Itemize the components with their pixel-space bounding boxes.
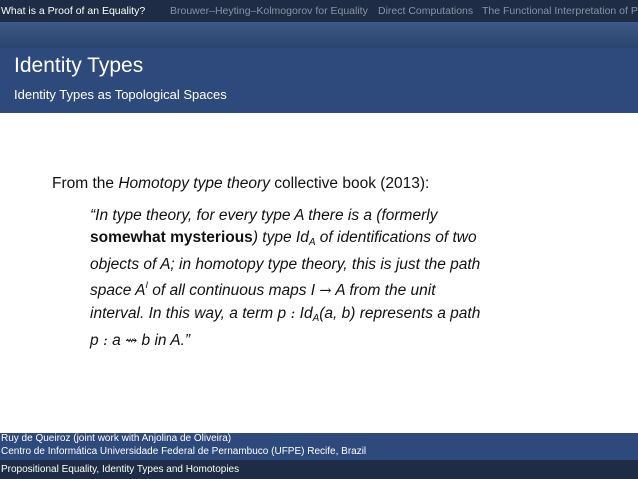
nav-item-proof-of-equality[interactable]: What is a Proof of an Equality?	[1, 5, 146, 17]
nav-item-bhk-equality[interactable]: Brouwer–Heyting–Kolmogorov for Equality	[170, 5, 368, 17]
book-title: Homotopy type theory	[118, 175, 270, 192]
squiggle-arrow-symbol: ⇝	[125, 332, 138, 349]
quote-line-5: interval. In this way, a term p : $Id_A(a$, b) represents a path	[90, 305, 481, 325]
footer-bar	[0, 460, 638, 479]
nav-item-direct-computations[interactable]: Direct Computations	[378, 5, 474, 17]
intro-suffix: collective book (2013):	[269, 175, 430, 192]
institution-line: Centro de Informática Universidade Federal de Pernambuco (UFPE) Recife, Brazil	[1, 446, 367, 457]
header-band	[0, 22, 638, 48]
intro-prefix: From the	[52, 175, 119, 192]
slide-content	[0, 113, 638, 433]
quote-emphasis: somewhat mysterious	[90, 228, 253, 246]
right-arrow-symbol: →	[319, 283, 332, 300]
author-bar	[0, 433, 638, 460]
quote-line-2: somewhat mysterious) type $Id_A$ of identifications of two	[90, 228, 477, 248]
author-line: Ruy de Queiroz (joint work with Anjolina de Oliveira)	[1, 433, 232, 444]
frame-subtitle: Identity Types as Topological Spaces	[14, 87, 227, 102]
quote-line-1: “In type theory, for every type A there is a (formerly	[90, 207, 438, 224]
frame-title-block	[0, 48, 638, 113]
footer-title: Propositional Equality, Identity Types and Homotopies	[1, 464, 240, 475]
quote-line-6: p : a ⇝ b in A.”	[90, 331, 191, 349]
intro-text	[52, 175, 429, 193]
frame-title: Identity Types	[14, 54, 144, 77]
quote-line-3: objects of A; in homotopy type theory, this is just the path	[90, 255, 481, 273]
nav-item-functional-interpretation[interactable]: The Functional Interpretation of P	[482, 5, 638, 17]
quote-line-4: space $A^I$ of all continuous maps I → A from the unit	[90, 280, 436, 300]
section-navigation	[0, 0, 638, 22]
book-quote	[90, 205, 550, 353]
